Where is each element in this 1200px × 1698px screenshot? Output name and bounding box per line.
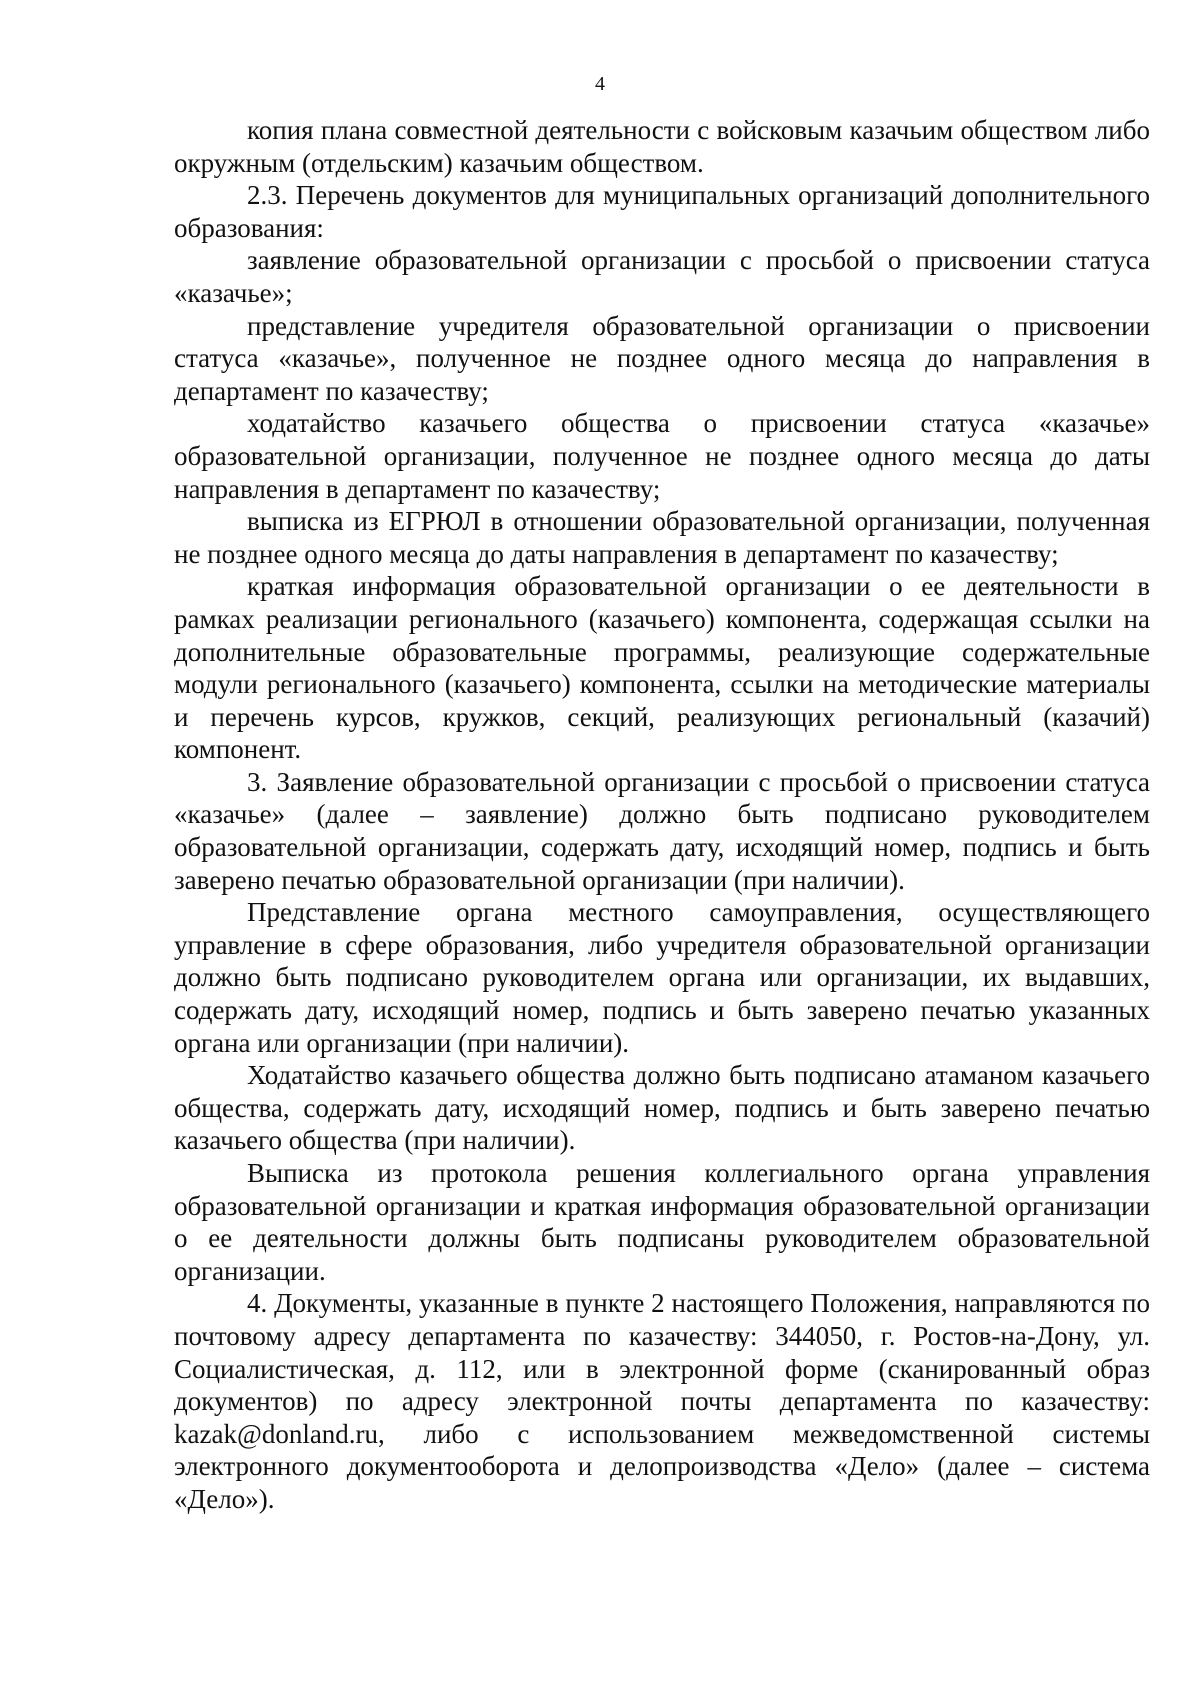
paragraph-protocol-extract: Выписка из протокола решения коллегиального органа управления образовательной организации и краткая информация образовательной организации о ее деятельности должны быть подписаны руководителем образовательной организации. xyxy=(174,1158,1150,1286)
paragraph-cossack-petition: ходатайство казачьего общества о присвоении статуса «казачье» образовательной организации, полученное не позднее одного месяца до даты направления в департамент по казачеству; xyxy=(174,408,1150,504)
paragraph-copy-of-plan: копия плана совместной деятельности с войсковым казачьим обществом либо окружным (отдельским) казачьим обществом. xyxy=(174,115,1150,178)
paragraph-egrul-extract: выписка из ЕГРЮЛ в отношении образовательной организации, полученная не позднее одного месяца до даты направления в департамент по казачеству; xyxy=(174,506,1150,569)
document-body xyxy=(174,114,1150,1516)
paragraph-brief-information: краткая информация образовательной организации о ее деятельности в рамках реализации регионального (казачьего) компонента, содержащая ссылки на дополнительные образовательные программы, реализующие содержательные модули регионального (казачьего) компонента, ссылки на методические материалы и перечень курсов, кружков, секций, реализующих региональный (казачий) компонент. xyxy=(174,571,1150,765)
page-number: 4 xyxy=(595,73,605,95)
paragraph-authority-submission: Представление органа местного самоуправления, осуществляющего управление в сфере образования, либо учредителя образовательной организации должно быть подписано руководителем органа или организации, их выдавших, содержать дату, исходящий номер, подпись и быть заверено печатью указанных органа или организации (при наличии). xyxy=(174,897,1150,1058)
paragraph-application: заявление образовательной организации с просьбой о присвоении статуса «казачье»; xyxy=(174,245,1150,308)
paragraph-founder-submission: представление учредителя образовательной организации о присвоении статуса «казачье», полученное не позднее одного месяца до направления в департамент по казачеству; xyxy=(174,310,1150,406)
paragraph-3-application-signing: 3. Заявление образовательной организации с просьбой о присвоении статуса «казачье» (далее – заявление) должно быть подписано руководителем образовательной организации, содержать дату, исходящий номер, подпись и быть заверено печатью образовательной организации (при наличии). xyxy=(174,766,1150,895)
paragraph-petition-signing: Ходатайство казачьего общества должно быть подписано атаманом казачьего общества, содержать дату, исходящий номер, подпись и быть заверено печатью казачьего общества (при наличии). xyxy=(174,1060,1150,1156)
paragraph-2-3-document-list: 2.3. Перечень документов для муниципальных организаций дополнительного образования: xyxy=(174,180,1150,243)
paragraph-4-submission-address: 4. Документы, указанные в пункте 2 настоящего Положения, направляются по почтовому адресу департамента по казачеству: 344050, г. Ростов-на-Дону, ул. Социалистическая, д. 112, или в электронной форме (сканированный образ документов) по адресу электронной почты департамента по казачеству: kazak@donland.ru, либо с использованием межведомственной системы электронного документооборота и делопроизводства «Дело» (далее – система «Дело»). xyxy=(174,1288,1150,1514)
